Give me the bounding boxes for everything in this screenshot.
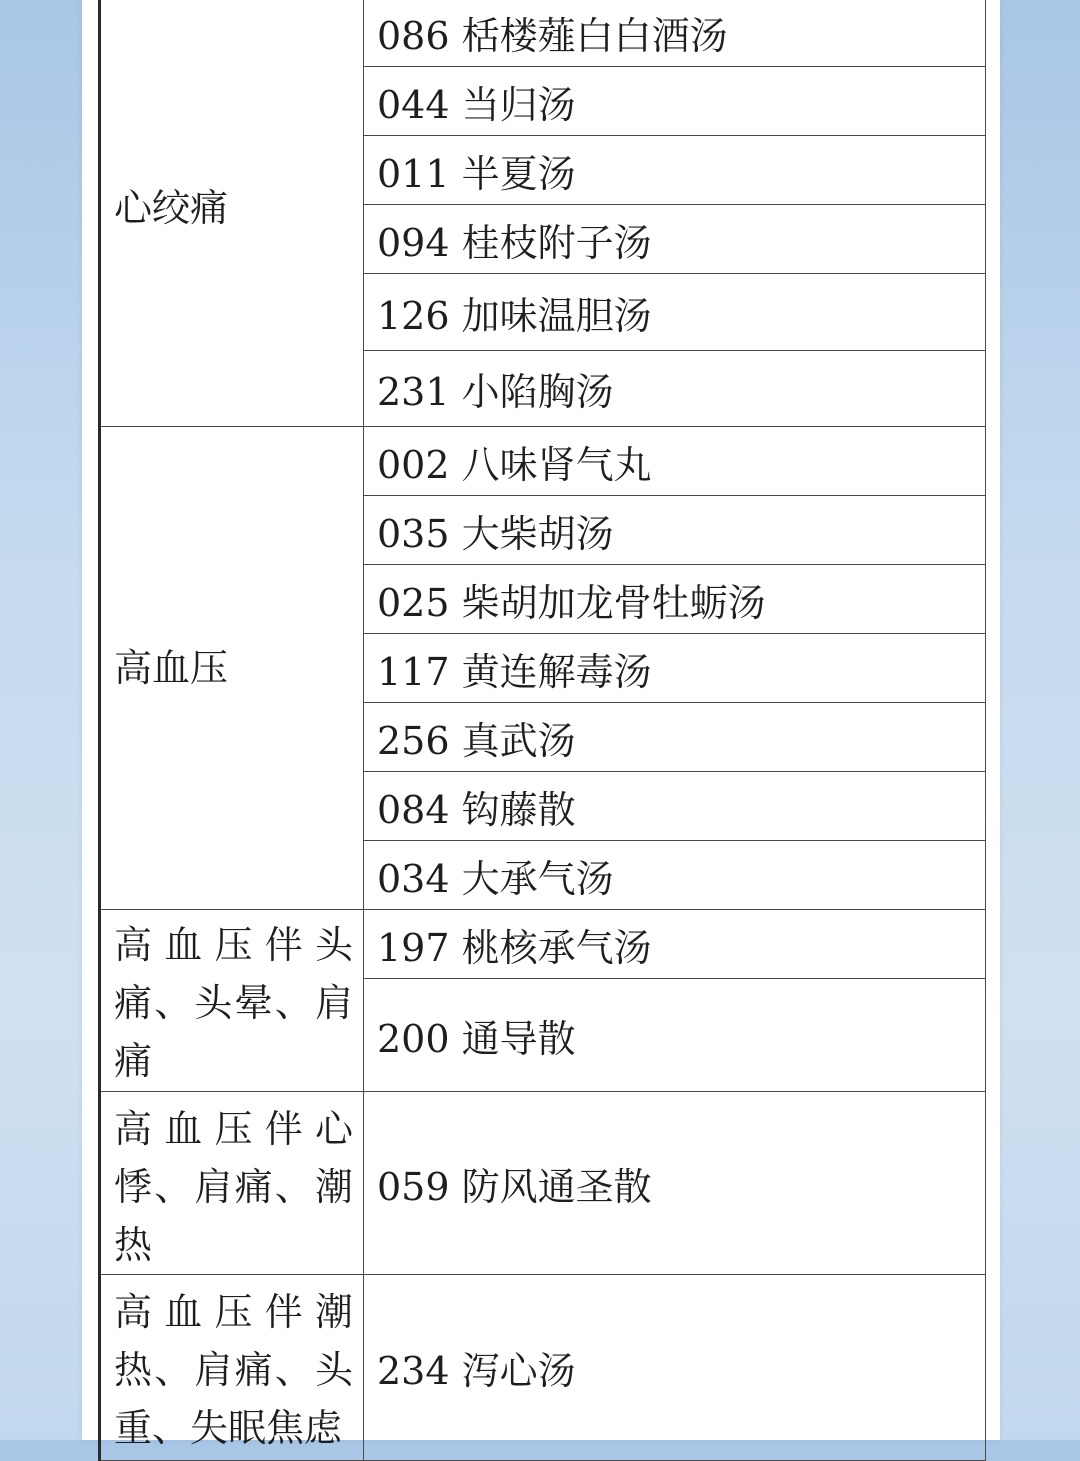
formula-cell: 011 半夏汤	[364, 136, 986, 205]
formula-cell: 197 桃核承气汤	[364, 910, 986, 979]
table-row	[100, 1092, 986, 1275]
formula-cell: 256 真武汤	[364, 703, 986, 772]
formula-cell: 025 柴胡加龙骨牡蛎汤	[364, 565, 986, 634]
condition-cell	[100, 910, 364, 1092]
formula-cell: 035 大柴胡汤	[364, 496, 986, 565]
formula-cell: 200 通导散	[364, 979, 986, 1092]
condition-text: 高血压	[114, 646, 229, 690]
table-row	[100, 427, 986, 496]
table-row	[100, 1275, 986, 1461]
condition-cell	[100, 1275, 364, 1461]
formula-cell: 002 八味肾气丸	[364, 427, 986, 496]
formula-cell: 086 栝楼薤白白酒汤	[364, 0, 986, 67]
condition-cell	[100, 0, 364, 427]
condition-cell	[100, 427, 364, 910]
document-page	[82, 0, 1000, 1450]
formula-cell: 234 泻心汤	[364, 1275, 986, 1461]
formula-cell: 084 钩藤散	[364, 772, 986, 841]
condition-text: 高血压伴头痛、头晕、肩痛	[114, 923, 353, 1083]
formula-cell: 044 当归汤	[364, 67, 986, 136]
formula-table	[98, 0, 986, 1461]
formula-cell: 034 大承气汤	[364, 841, 986, 910]
formula-cell: 094 桂枝附子汤	[364, 205, 986, 274]
table-row	[100, 910, 986, 979]
formula-cell: 117 黄连解毒汤	[364, 634, 986, 703]
formula-cell: 126 加味温胆汤	[364, 274, 986, 351]
condition-text: 心绞痛	[114, 186, 229, 230]
condition-text: 高血压伴心悸、肩痛、潮热	[114, 1107, 353, 1267]
condition-cell	[100, 1092, 364, 1275]
formula-cell: 059 防风通圣散	[364, 1092, 986, 1275]
formula-cell: 231 小陷胸汤	[364, 351, 986, 427]
table-row	[100, 0, 986, 67]
condition-text: 高血压伴潮热、肩痛、头重、失眠焦虑	[114, 1290, 353, 1450]
